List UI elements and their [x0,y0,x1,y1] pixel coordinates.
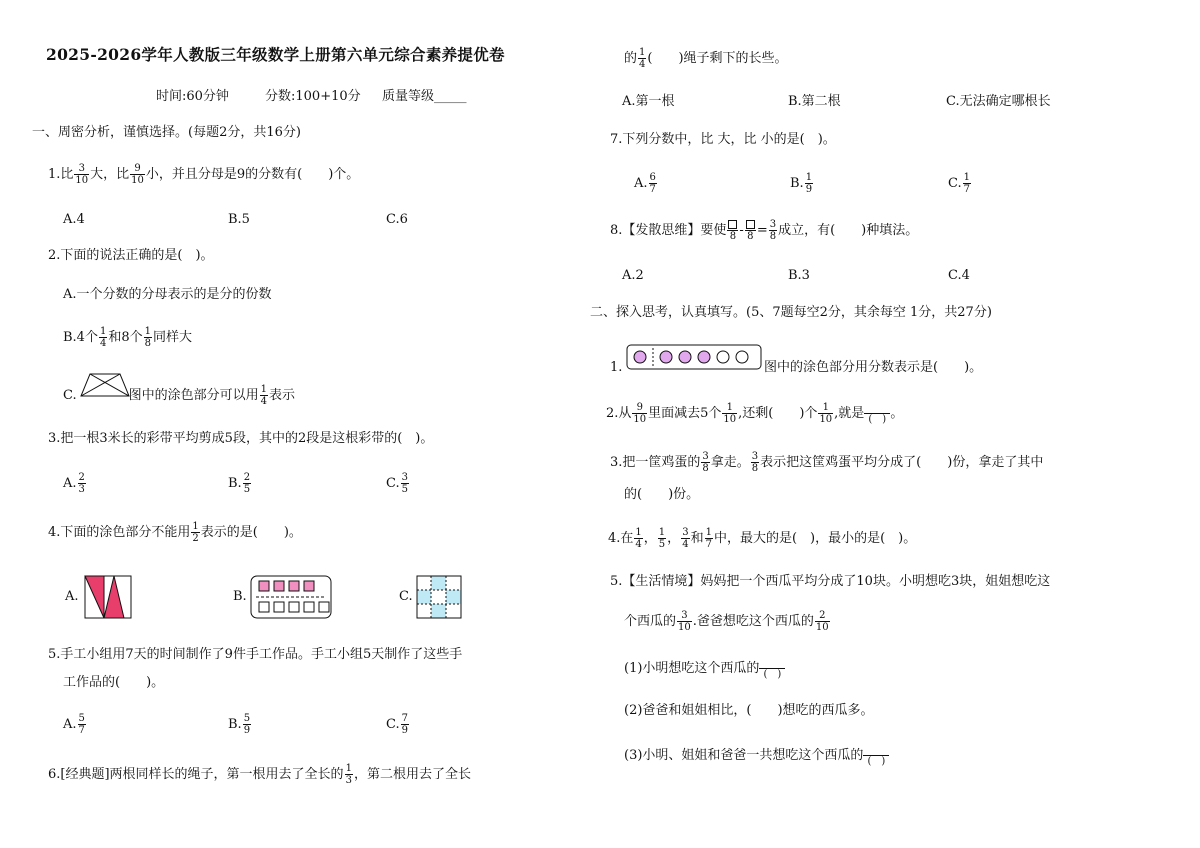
s2-q1-number: 1. [610,360,623,375]
s1-q6-stem [48,763,471,786]
s1-q7-stem: 7.下列分数中，比 大，比 小的是( )。 [610,132,836,147]
page-title: 2025-2026学年人教版三年级数学上册第六单元综合素养提优卷 [46,45,505,64]
s2-q1-text: 图中的涂色部分用分数表示是( )。 [764,360,983,375]
text: 3.把一筐鸡蛋的 [610,455,701,470]
quality-grade-blank: _____ [434,89,467,104]
text: = [756,223,768,238]
answer-fraction-blank[interactable]: ( ) [863,744,889,767]
s1-q5-line2: 工作品的( )。 [63,675,165,690]
s1-q1-stem [48,163,359,186]
s2-q5-sub2: (2)爸爸和姐姐相比，( )想吃的西瓜多。 [624,703,874,718]
s1-q5-line1: 5.手工小组用7天的时间制作了9件手工作品。手工小组5天制作了这些手 [48,647,463,662]
text: 和8个 [108,330,143,345]
fraction: $\frac{1}{4}$ [99,326,107,349]
section2-heading: 二、探入思考，认真填写。(5、7题每空2分，其余每空 1分，共27分) [590,305,992,320]
fraction: $\frac{3}{8}$ [702,451,709,474]
text: (1)小明想吃这个西瓜的 [624,661,760,676]
s1-q7-option-c[interactable]: C. $\frac{1}{7}$ [948,172,970,195]
fraction: $\frac{1}{7}$ [705,527,712,550]
s1-q5-option-c[interactable]: C. $\frac{7}{9}$ [386,713,408,736]
s1-q4-option-c[interactable]: C. [399,589,413,604]
s2-q5-sub3 [624,744,889,767]
text: 表示的是( )。 [200,525,302,540]
text: 表示 [269,388,296,403]
s1-q7-option-a[interactable]: A. $\frac{6}{7}$ [634,172,656,195]
s1-q6-option-c[interactable]: C.无法确定哪根长 [946,94,1051,109]
text: 个西瓜的 [624,614,677,629]
answer-fraction-blank[interactable]: ( ) [759,657,785,680]
text: 6.[经典题]两根同样长的绳子，第一根用去了全长的 [48,767,344,782]
s1-q2-option-b[interactable] [63,326,192,349]
text: .爸爸想吃这个西瓜的 [692,614,814,629]
s2-q3-line2: 的( )份。 [624,487,700,502]
text: ,还剩( )个 [738,406,818,421]
text: B.4个 [63,330,98,345]
fraction: $\frac{3}{10}$ [678,610,691,633]
s1-q2-option-a[interactable]: A.一个分数的分母表示的是分的份数 [63,287,272,302]
text: 拿走。 [710,455,750,470]
s1-q8-option-a[interactable]: A.2 [622,268,644,283]
fraction: $\frac{1}{5}$ [658,527,666,550]
section1-heading: 一、周密分析，谨慎选择。(每题2分，共16分) [32,125,301,140]
circles-figure [626,344,762,370]
s1-q3-stem: 3.把一根3米长的彩带平均剪成5段，其中的2段是这根彩带的( )。 [48,431,434,446]
s2-q4-stem [608,527,916,550]
text: 大，比 [90,167,130,182]
text: 小，并且分母是9的分数有( )个。 [145,167,360,182]
s1-q6-option-b[interactable]: B.第二根 [788,94,841,109]
fraction: $\frac{1}{4}$ [639,47,646,70]
s1-q1-option-b[interactable]: B.5 [228,212,250,227]
text: C. [63,388,77,403]
text: ( )绳子剩下的长些。 [647,51,788,66]
fraction-box: 8 [745,219,756,242]
quality-grade [382,87,467,107]
option-c-figure [416,575,462,619]
s1-q3-option-b[interactable]: B. $\frac{2}{5}$ [228,472,251,495]
s1-q4-option-b[interactable]: B. [233,589,247,604]
text: 表示把这筐鸡蛋平均分成了( )份，拿走了其中 [760,455,1044,470]
text: 里面减去5个 [648,406,722,421]
text: ，第二根用去了全长 [353,767,471,782]
text: 中，最大的是( )，最小的是( )。 [713,531,917,546]
s1-q1-option-a[interactable]: A.4 [63,212,85,227]
fraction: $\frac{1}{3}$ [345,763,352,786]
text: 4.下面的涂色部分不能用 [48,525,191,540]
exam-time: 时间:60分钟 [156,89,229,104]
fraction: $\frac{1}{2}$ [192,521,199,544]
exam-score: 分数:100+10分 [265,89,361,104]
fraction: $\frac{1}{10}$ [819,402,833,425]
s1-q2-stem: 2.下面的说法正确的是( )。 [48,248,214,263]
s1-q5-option-a[interactable]: A. $\frac{5}{7}$ [63,713,85,736]
text: - [739,223,744,238]
text: 。 [890,406,904,421]
text: 8.【发散思维】要使 [610,223,727,238]
text: ,就是 [834,406,865,421]
text: 4.在 [608,531,634,546]
s1-q5-option-b[interactable]: B. $\frac{5}{9}$ [228,713,251,736]
fraction: $\frac{9}{10}$ [633,402,647,425]
text: ， [667,531,681,546]
answer-fraction-blank[interactable]: ( ) [864,402,890,425]
s1-q8-stem [610,219,918,242]
s2-q2-stem [606,402,903,425]
text: 和 [690,531,704,546]
option-a-figure [84,575,132,619]
text: (3)小明、姐姐和爸爸一共想吃这个西瓜的 [624,748,864,763]
text: 的 [624,51,638,66]
s2-q5-sub1 [624,657,785,680]
text: ， [643,531,657,546]
s1-q1-option-c[interactable]: C.6 [386,212,408,227]
fraction: $\frac{1}{8}$ [144,326,151,349]
text: 同样大 [153,330,193,345]
s2-q5-line1: 5.【生活情境】妈妈把一个西瓜平均分成了10块。小明想吃3块，姐姐想吃这 [610,574,1051,589]
s1-q6-option-a[interactable]: A.第一根 [622,94,675,109]
s1-q7-option-b[interactable]: B. $\frac{1}{9}$ [790,172,813,195]
s1-q4-stem [48,521,302,544]
fraction: $\frac{3}{10}$ [75,163,89,186]
fraction: $\frac{3}{8}$ [751,451,759,474]
option-b-figure [250,575,332,619]
text: 2.从 [606,406,632,421]
quality-grade-label: 质量等级 [382,89,435,104]
fraction: $\frac{1}{4}$ [260,384,268,407]
s1-q4-option-a[interactable]: A. [65,589,79,604]
s1-q3-option-c[interactable]: C. $\frac{3}{5}$ [386,472,408,495]
fraction: $\frac{2}{10}$ [815,610,829,633]
s2-q3-line1 [610,451,1043,474]
fraction: $\frac{1}{10}$ [723,402,737,425]
text: 成立，有( )种填法。 [778,223,919,238]
fraction: $\frac{3}{8}$ [769,219,777,242]
fraction: $\frac{3}{4}$ [682,527,689,550]
s1-q8-option-c[interactable]: C.4 [948,268,970,283]
s1-q8-option-b[interactable]: B.3 [788,268,810,283]
s1-q3-option-a[interactable]: A. $\frac{2}{3}$ [63,472,85,495]
s2-q5-line2 [624,610,831,633]
text: 图中的涂色部分可以用 [128,388,259,403]
fraction: $\frac{9}{10}$ [131,163,144,186]
fraction: $\frac{1}{4}$ [635,527,642,550]
trapezoid-figure [80,372,130,398]
text: 1.比 [48,167,74,182]
s1-q6-continuation [624,47,788,70]
fraction-box: 8 [727,219,738,242]
